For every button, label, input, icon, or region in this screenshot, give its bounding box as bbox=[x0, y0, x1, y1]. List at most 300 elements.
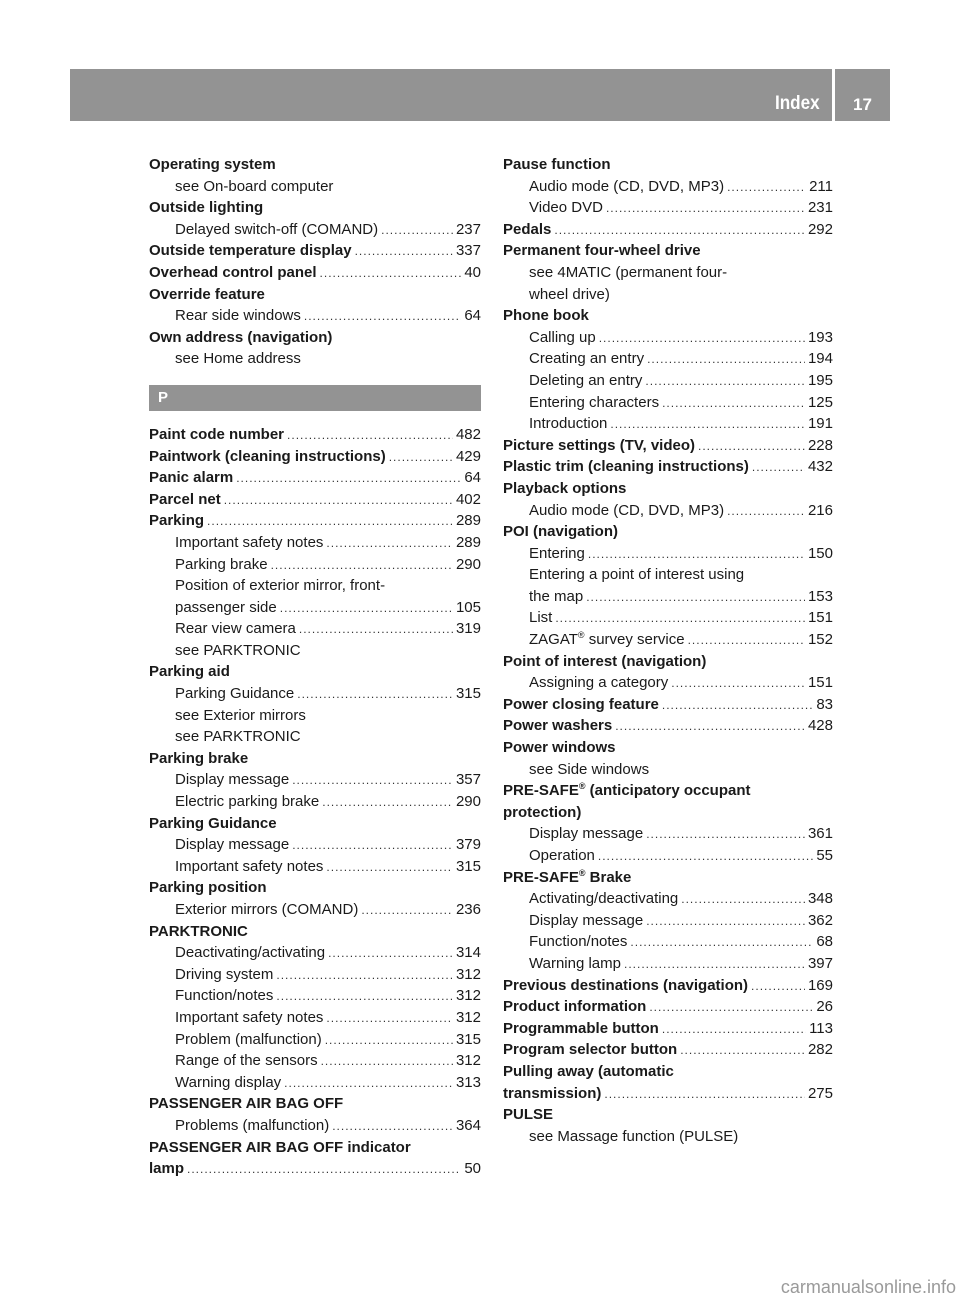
index-entry bbox=[149, 424, 481, 446]
index-entry bbox=[149, 467, 481, 489]
dot-leader bbox=[752, 457, 805, 479]
entry-label: Parking brake bbox=[149, 749, 249, 767]
index-entry bbox=[503, 219, 833, 241]
entry-label: Activating/deactivating bbox=[529, 890, 679, 908]
index-entry bbox=[503, 996, 833, 1018]
dot-leader bbox=[727, 501, 805, 523]
index-entry bbox=[503, 1104, 833, 1126]
dot-leader bbox=[555, 608, 805, 630]
entry-label: List bbox=[529, 609, 553, 627]
watermark: carmanualsonline.info bbox=[780, 1277, 956, 1297]
dot-leader bbox=[236, 468, 461, 490]
entry-label: Overhead control panel bbox=[149, 263, 317, 281]
page-reference: 289 bbox=[455, 533, 481, 551]
page-reference: 428 bbox=[807, 717, 833, 735]
entry-label: Permanent four-wheel drive bbox=[503, 242, 701, 260]
dot-leader bbox=[610, 414, 805, 436]
entry-label: Picture settings (TV, video) bbox=[503, 436, 695, 454]
page-reference: 237 bbox=[455, 220, 481, 238]
entry-label: POI (navigation) bbox=[503, 523, 619, 541]
page-reference: 151 bbox=[807, 674, 833, 692]
page-reference: 151 bbox=[807, 609, 833, 627]
index-entry bbox=[503, 802, 833, 824]
page-reference: 55 bbox=[816, 847, 833, 864]
entry-label: Paint code number bbox=[149, 425, 285, 443]
page-reference: 169 bbox=[807, 976, 833, 994]
page-reference: 195 bbox=[807, 371, 833, 389]
page-reference: 361 bbox=[807, 825, 833, 843]
index-entry bbox=[149, 1093, 481, 1115]
dot-leader bbox=[586, 587, 805, 609]
index-entry bbox=[503, 456, 833, 478]
entry-label: Warning lamp bbox=[529, 954, 621, 972]
entry-label: protection) bbox=[503, 803, 582, 821]
entry-label: Problems (malfunction) bbox=[175, 1116, 330, 1134]
index-subentry bbox=[149, 1029, 481, 1051]
entry-label: Parking Guidance bbox=[149, 814, 277, 832]
dot-leader bbox=[325, 1030, 453, 1052]
entry-label: Parking position bbox=[149, 879, 267, 897]
dot-leader bbox=[662, 1019, 806, 1041]
dot-leader bbox=[680, 1040, 805, 1062]
page-reference: 315 bbox=[455, 1030, 481, 1048]
index-subentry bbox=[503, 672, 833, 694]
page-reference: 337 bbox=[455, 242, 481, 260]
page-reference: 26 bbox=[816, 998, 833, 1016]
entry-label: Paintwork (cleaning instructions) bbox=[149, 447, 386, 465]
page-reference: 312 bbox=[455, 987, 481, 1005]
index-subentry bbox=[503, 888, 833, 910]
index-entry bbox=[503, 1061, 833, 1083]
page-reference: 432 bbox=[807, 458, 833, 476]
page-reference: 193 bbox=[807, 328, 833, 346]
index-entry bbox=[149, 197, 481, 219]
entry-label: Parking bbox=[149, 512, 205, 530]
dot-leader bbox=[304, 306, 461, 328]
entry-label: Outside lighting bbox=[149, 199, 264, 217]
index-subentry bbox=[503, 348, 833, 370]
entry-label: Video DVD bbox=[529, 199, 603, 217]
index-subentry bbox=[503, 759, 833, 781]
page-header-bar bbox=[70, 69, 832, 121]
entry-label: Parking aid bbox=[149, 663, 230, 681]
dot-leader bbox=[299, 619, 453, 641]
dot-leader bbox=[688, 630, 805, 652]
index-subentry bbox=[149, 348, 481, 370]
dot-leader bbox=[321, 1051, 453, 1073]
dot-leader bbox=[271, 555, 453, 577]
dot-leader bbox=[389, 447, 453, 469]
index-subentry bbox=[149, 575, 481, 597]
entry-label: Important safety notes bbox=[175, 1008, 324, 1026]
dot-leader bbox=[332, 1116, 453, 1138]
dot-leader bbox=[645, 371, 805, 393]
entry-label: Pedals bbox=[503, 220, 552, 238]
index-subentry bbox=[503, 392, 833, 414]
entry-label: see 4MATIC (permanent four- bbox=[529, 263, 728, 281]
index-subentry bbox=[503, 629, 833, 651]
index-entry bbox=[503, 478, 833, 500]
page-reference: 105 bbox=[455, 598, 481, 616]
entry-label: PULSE bbox=[503, 1106, 554, 1124]
index-entry bbox=[503, 154, 833, 176]
page-reference: 362 bbox=[807, 911, 833, 929]
page-reference: 397 bbox=[807, 954, 833, 972]
dot-leader bbox=[554, 220, 805, 242]
dot-leader bbox=[698, 436, 805, 458]
index-subentry bbox=[149, 305, 481, 327]
entry-label: Deleting an entry bbox=[529, 371, 643, 389]
page-reference: 194 bbox=[807, 350, 833, 368]
entry-label: Power washers bbox=[503, 717, 613, 735]
dot-leader bbox=[646, 911, 805, 933]
page-reference: 83 bbox=[816, 695, 833, 713]
entry-label: Own address (navigation) bbox=[149, 328, 333, 346]
index-subentry bbox=[503, 370, 833, 392]
page-reference: 312 bbox=[455, 1008, 481, 1026]
index-subentry bbox=[149, 554, 481, 576]
index-entry bbox=[503, 240, 833, 262]
entry-label: Deactivating/activating bbox=[175, 944, 326, 962]
entry-label: Parcel net bbox=[149, 490, 221, 508]
entry-label: PRE-SAFE® (anticipatory occupant bbox=[503, 781, 751, 800]
dot-leader bbox=[751, 976, 805, 998]
entry-label: Audio mode (CD, DVD, MP3) bbox=[529, 501, 725, 519]
page-reference: 314 bbox=[455, 944, 481, 962]
index-entry bbox=[503, 1083, 833, 1105]
page-reference: 211 bbox=[809, 177, 833, 195]
index-entry bbox=[503, 780, 833, 802]
index-entry bbox=[149, 877, 481, 899]
entry-label: see On-board computer bbox=[175, 177, 334, 195]
dot-leader bbox=[320, 263, 462, 285]
entry-label: Phone book bbox=[503, 307, 589, 325]
index-entry bbox=[149, 510, 481, 532]
entry-label: Plastic trim (cleaning instructions) bbox=[503, 458, 749, 476]
page-reference: 64 bbox=[464, 307, 481, 325]
dot-leader bbox=[207, 511, 453, 533]
dot-leader bbox=[328, 943, 453, 965]
entry-label: Important safety notes bbox=[175, 857, 324, 875]
index-entry bbox=[149, 446, 481, 468]
index-subentry bbox=[149, 683, 481, 705]
index-subentry bbox=[503, 500, 833, 522]
entry-label: Programmable button bbox=[503, 1019, 659, 1037]
index-subentry bbox=[503, 607, 833, 629]
page-reference: 379 bbox=[455, 836, 481, 854]
index-subentry bbox=[503, 262, 833, 284]
dot-leader bbox=[326, 857, 453, 879]
entry-label: Electric parking brake bbox=[175, 793, 320, 811]
index-entry bbox=[503, 521, 833, 543]
entry-label: Exterior mirrors (COMAND) bbox=[175, 901, 359, 918]
index-subentry bbox=[149, 1050, 481, 1072]
index-subentry bbox=[149, 899, 481, 921]
entry-label: Warning display bbox=[175, 1073, 282, 1091]
dot-leader bbox=[187, 1159, 461, 1181]
page-reference: 125 bbox=[807, 393, 833, 411]
index-subentry bbox=[503, 931, 833, 953]
page-reference: 402 bbox=[455, 490, 481, 508]
entry-label: PASSENGER AIR BAG OFF indicator bbox=[149, 1138, 411, 1156]
entry-label: Operating system bbox=[149, 156, 276, 173]
index-subentry bbox=[149, 1007, 481, 1029]
dot-leader bbox=[292, 770, 453, 792]
dot-leader bbox=[381, 220, 453, 242]
entry-label: Previous destinations (navigation) bbox=[503, 976, 749, 994]
dot-leader bbox=[630, 932, 813, 954]
page-reference: 312 bbox=[455, 1052, 481, 1070]
page-reference: 153 bbox=[807, 587, 833, 605]
index-entry bbox=[149, 240, 481, 262]
index-entry bbox=[503, 715, 833, 737]
entry-label: Range of the sensors bbox=[175, 1052, 318, 1070]
entry-label: lamp bbox=[149, 1160, 185, 1178]
page-reference: 40 bbox=[464, 263, 481, 281]
index-entry bbox=[149, 921, 481, 943]
page-reference: 315 bbox=[455, 685, 481, 703]
index-subentry bbox=[503, 1126, 833, 1148]
page-reference: 231 bbox=[807, 199, 833, 217]
index-entry bbox=[149, 661, 481, 683]
index-subentry bbox=[149, 942, 481, 964]
page-reference: 68 bbox=[816, 933, 833, 951]
entry-label: PARKTRONIC bbox=[149, 922, 248, 940]
entry-label: Audio mode (CD, DVD, MP3) bbox=[529, 177, 725, 195]
entry-label: Display message bbox=[529, 825, 644, 843]
dot-leader bbox=[297, 684, 453, 706]
entry-label: Function/notes bbox=[175, 987, 274, 1005]
index-subentry bbox=[149, 1115, 481, 1137]
index-subentry bbox=[149, 856, 481, 878]
entry-label: the map bbox=[529, 587, 584, 605]
entry-label: Entering bbox=[529, 544, 585, 562]
index-subentry bbox=[149, 219, 481, 241]
index-entry bbox=[149, 489, 481, 511]
entry-label: Entering a point of interest using bbox=[529, 566, 745, 584]
index-entry bbox=[503, 737, 833, 759]
dot-leader bbox=[646, 824, 805, 846]
page-reference: 50 bbox=[464, 1160, 481, 1178]
dot-leader bbox=[727, 177, 806, 199]
entry-label: Program selector button bbox=[503, 1041, 678, 1059]
index-entry bbox=[503, 867, 833, 889]
page-reference: 429 bbox=[455, 447, 481, 465]
dot-leader bbox=[598, 846, 813, 868]
index-subentry bbox=[503, 197, 833, 219]
entry-label: Pulling away (automatic bbox=[503, 1062, 674, 1080]
index-subentry bbox=[503, 823, 833, 845]
entry-label: PRE-SAFE® Brake bbox=[503, 867, 632, 886]
page-reference: 312 bbox=[455, 965, 481, 983]
dot-leader bbox=[280, 598, 453, 620]
dot-leader bbox=[326, 533, 453, 555]
page-reference: 482 bbox=[455, 425, 481, 443]
index-subentry bbox=[503, 413, 833, 435]
index-subentry bbox=[149, 791, 481, 813]
entry-label: see Home address bbox=[175, 350, 301, 368]
index-subentry bbox=[503, 845, 833, 867]
entry-label: Parking brake bbox=[175, 555, 268, 573]
entry-label: Parking Guidance bbox=[175, 685, 295, 703]
entry-label: Outside temperature display bbox=[149, 242, 352, 260]
index-group-o bbox=[149, 154, 481, 370]
index-column-right bbox=[503, 154, 833, 1147]
index-entry bbox=[503, 1018, 833, 1040]
page-title: Index bbox=[775, 93, 820, 114]
index-subentry bbox=[149, 726, 481, 748]
entry-label: see Exterior mirrors bbox=[175, 706, 306, 724]
index-group-p-continued bbox=[503, 154, 833, 1147]
dot-leader bbox=[276, 986, 453, 1008]
page-reference: 290 bbox=[455, 555, 481, 573]
page-reference: 282 bbox=[807, 1041, 833, 1059]
index-subentry bbox=[503, 910, 833, 932]
dot-leader bbox=[287, 425, 453, 447]
index-entry bbox=[503, 305, 833, 327]
index-entry bbox=[503, 435, 833, 457]
index-subentry bbox=[149, 769, 481, 791]
dot-leader bbox=[292, 835, 453, 857]
index-subentry bbox=[149, 985, 481, 1007]
page-reference: 364 bbox=[455, 1116, 481, 1134]
dot-leader bbox=[322, 792, 453, 814]
index-entry bbox=[149, 262, 481, 284]
page-reference: 292 bbox=[807, 220, 833, 238]
index-subentry bbox=[149, 640, 481, 662]
entry-label: Display message bbox=[175, 836, 290, 854]
section-header-p: P bbox=[149, 385, 481, 411]
index-subentry bbox=[503, 327, 833, 349]
entry-label: passenger side bbox=[175, 598, 277, 616]
page-reference: 228 bbox=[807, 436, 833, 454]
entry-label: Power closing feature bbox=[503, 695, 659, 713]
page-reference: 113 bbox=[809, 1019, 833, 1037]
dot-leader bbox=[284, 1073, 453, 1095]
page-reference: 216 bbox=[807, 501, 833, 519]
index-entry bbox=[149, 284, 481, 306]
index-subentry bbox=[503, 543, 833, 565]
index-entry bbox=[503, 1039, 833, 1061]
page-reference: 357 bbox=[455, 771, 481, 789]
index-subentry bbox=[503, 564, 833, 586]
dot-leader bbox=[671, 673, 805, 695]
index-entry bbox=[149, 1137, 481, 1159]
index-subentry bbox=[503, 284, 833, 306]
entry-label: Assigning a category bbox=[529, 674, 669, 692]
page-reference: 348 bbox=[807, 890, 833, 908]
index-subentry bbox=[149, 597, 481, 619]
entry-label: Power windows bbox=[503, 739, 616, 757]
index-subentry bbox=[503, 586, 833, 608]
index-subentry bbox=[149, 176, 481, 198]
dot-leader bbox=[606, 198, 805, 220]
dot-leader bbox=[599, 328, 805, 350]
entry-label: see Massage function (PULSE) bbox=[529, 1127, 739, 1145]
entry-label: Position of exterior mirror, front- bbox=[175, 577, 386, 595]
index-entry bbox=[503, 651, 833, 673]
dot-leader bbox=[624, 954, 805, 976]
entry-label: PASSENGER AIR BAG OFF bbox=[149, 1095, 344, 1113]
index-subentry bbox=[149, 1072, 481, 1094]
index-subentry bbox=[149, 964, 481, 986]
entry-label: Playback options bbox=[503, 479, 627, 497]
page-number: 17 bbox=[853, 95, 872, 114]
entry-label: Introduction bbox=[529, 415, 608, 433]
dot-leader bbox=[615, 716, 805, 738]
page-reference: 275 bbox=[807, 1084, 833, 1102]
index-entry bbox=[149, 813, 481, 835]
entry-label: Display message bbox=[175, 771, 290, 789]
dot-leader bbox=[361, 900, 453, 922]
page-reference: 290 bbox=[455, 793, 481, 811]
dot-leader bbox=[355, 241, 453, 263]
index-subentry bbox=[149, 532, 481, 554]
index-entry bbox=[149, 748, 481, 770]
dot-leader bbox=[647, 349, 805, 371]
dot-leader bbox=[326, 1008, 453, 1030]
dot-leader bbox=[276, 965, 453, 987]
entry-label: Rear side windows bbox=[175, 307, 301, 325]
entry-label: see Side windows bbox=[529, 760, 650, 778]
page-reference: 150 bbox=[807, 544, 833, 562]
entry-label: wheel drive) bbox=[529, 285, 610, 303]
index-subentry bbox=[149, 618, 481, 640]
entry-label: Point of interest (navigation) bbox=[503, 652, 707, 670]
index-column-left bbox=[149, 154, 481, 1180]
dot-leader bbox=[604, 1084, 805, 1106]
page-reference: 289 bbox=[455, 512, 481, 530]
index-entry bbox=[149, 327, 481, 349]
dot-leader bbox=[649, 997, 813, 1019]
index-subentry bbox=[503, 176, 833, 198]
dot-leader bbox=[588, 544, 805, 566]
entry-label: transmission) bbox=[503, 1084, 602, 1102]
page-reference: 319 bbox=[455, 620, 481, 638]
index-entry bbox=[149, 154, 481, 176]
index-entry bbox=[149, 1158, 481, 1180]
entry-label: Display message bbox=[529, 911, 644, 929]
entry-label: Rear view camera bbox=[175, 620, 296, 638]
entry-label: see PARKTRONIC bbox=[175, 641, 301, 659]
index-entry bbox=[503, 975, 833, 997]
entry-label: Creating an entry bbox=[529, 350, 645, 368]
index-subentry bbox=[503, 953, 833, 975]
page-number-box bbox=[835, 69, 890, 121]
entry-label: Product information bbox=[503, 998, 647, 1016]
entry-label: see PARKTRONIC bbox=[175, 728, 301, 746]
index-entry bbox=[503, 694, 833, 716]
entry-label: Calling up bbox=[529, 328, 596, 346]
entry-label: Pause function bbox=[503, 156, 611, 173]
entry-label: Function/notes bbox=[529, 933, 628, 951]
entry-label: Override feature bbox=[149, 285, 265, 303]
page-reference: 191 bbox=[807, 415, 833, 433]
page-reference: 315 bbox=[455, 857, 481, 875]
page-reference: 64 bbox=[464, 469, 481, 487]
dot-leader bbox=[662, 393, 805, 415]
entry-label: ZAGAT® survey service bbox=[529, 630, 685, 649]
index-group-p bbox=[149, 424, 481, 1180]
entry-label: Panic alarm bbox=[149, 469, 234, 487]
entry-label: Driving system bbox=[175, 965, 274, 983]
page-reference: 236 bbox=[455, 901, 481, 918]
dot-leader bbox=[224, 490, 453, 512]
entry-label: Delayed switch-off (COMAND) bbox=[175, 220, 379, 238]
page-reference: 313 bbox=[455, 1073, 481, 1091]
index-subentry bbox=[149, 705, 481, 727]
entry-label: Entering characters bbox=[529, 393, 660, 411]
